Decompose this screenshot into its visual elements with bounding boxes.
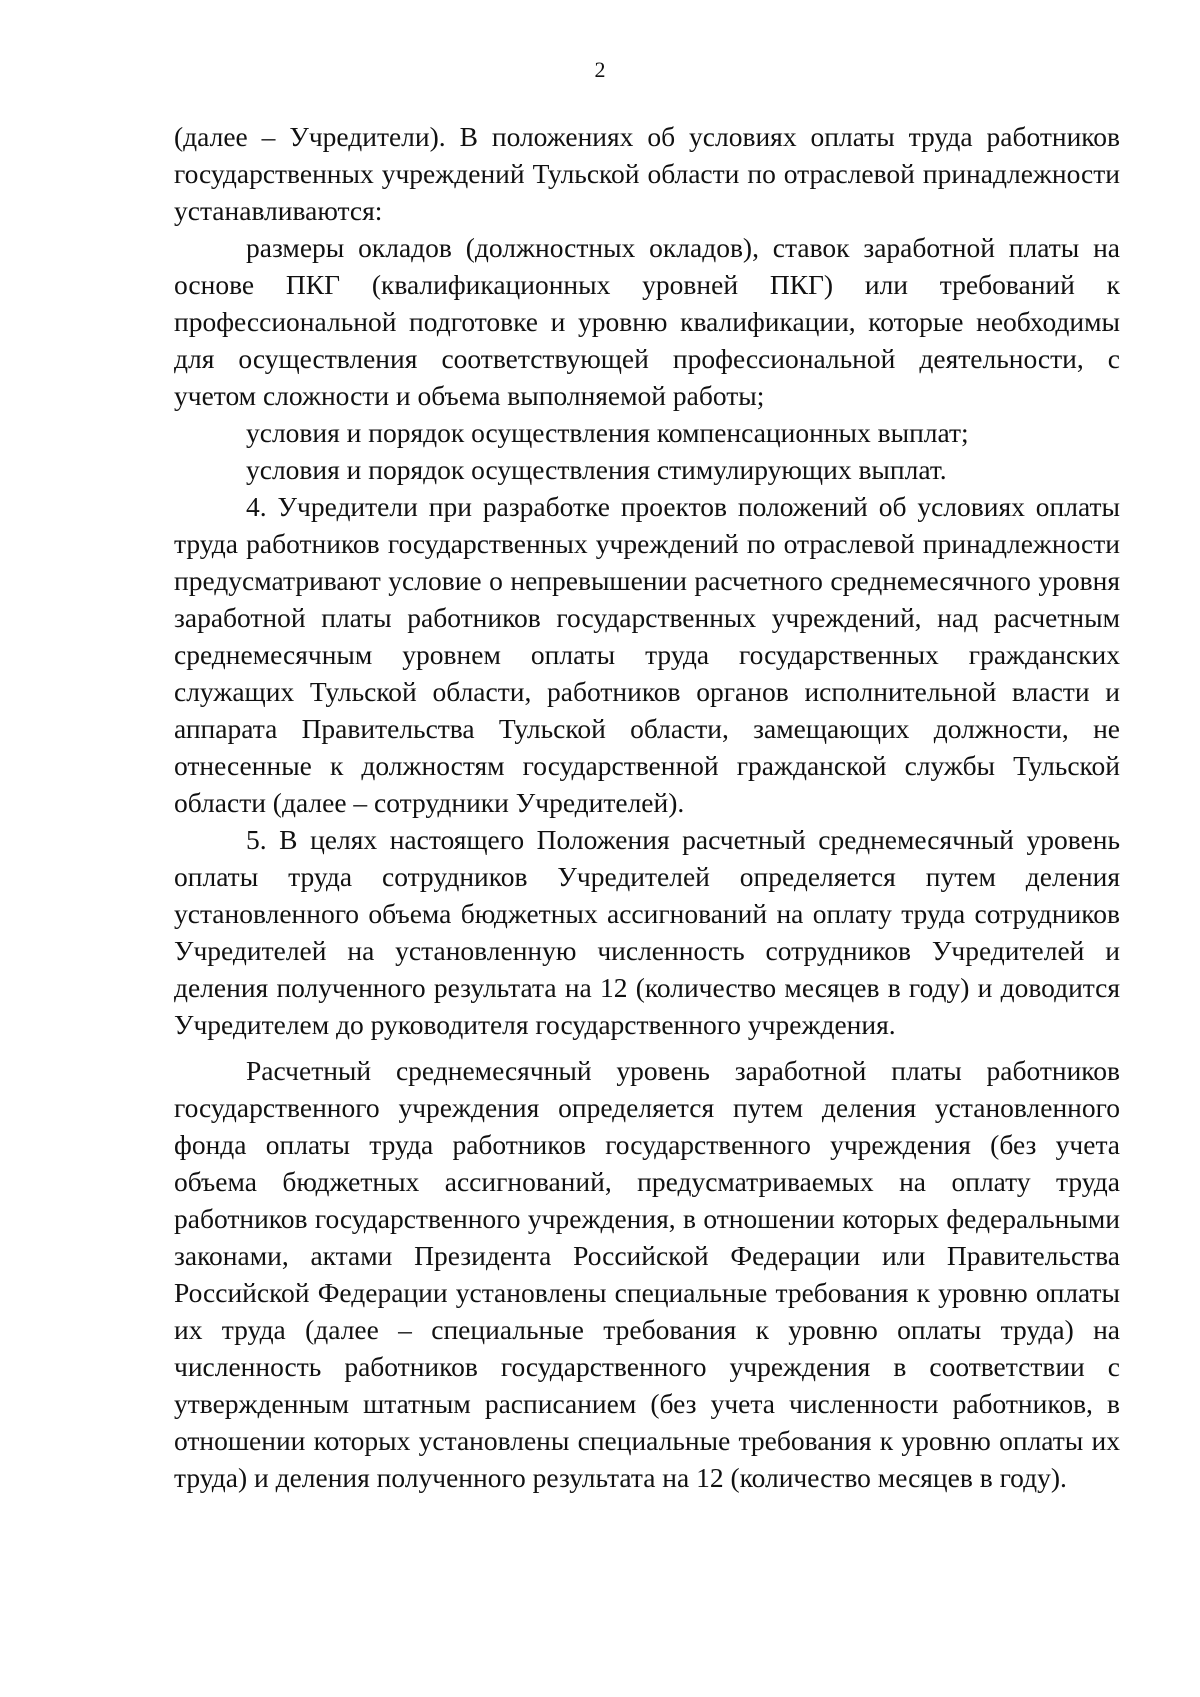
- paragraph-continuation: (далее – Учредители). В положениях об условиях оплаты труда работников государственных учреждений Тульской области по отраслевой принадлежности устанавливаются:: [174, 121, 1120, 226]
- paragraph-salary-sizes: размеры окладов (должностных окладов), ставок заработной платы на основе ПКГ (квалификационных уровней ПКГ) или требований к профессиональной подготовке и уровню квалификации, которые необходимы для осуществления соответствующей профессиональной деятельности, с учетом сложности и объема выполняемой работы;: [174, 232, 1120, 411]
- paragraph-average-salary-calculation: Расчетный среднемесячный уровень заработной платы работников государственного учреждения определяется путем деления установленного фонда оплаты труда работников государственного учреждения (без учета объема бюджетных ассигнований, предусматриваемых на оплату труда работников государственного учреждения, в отношении которых федеральными законами, актами Президента Российской Федерации или Правительства Российской Федерации установлены специальные требования к уровню оплаты их труда (далее – специальные требования к уровню оплаты труда) на численность работников государственного учреждения в соответствии с утвержденным штатным расписанием (без учета численности работников, в отношении которых установлены специальные требования к уровню оплаты их труда) и деления полученного результата на 12 (количество месяцев в году).: [174, 1055, 1120, 1493]
- page-number: 2: [594, 57, 606, 82]
- paragraph-item-4: 4. Учредители при разработке проектов положений об условиях оплаты труда работников государственных учреждений по отраслевой принадлежности предусматривают условие о непревышении расчетного среднемесячного уровня заработной платы работников государственных учреждений, над расчетным среднемесячным уровнем оплаты труда государственных гражданских служащих Тульской области, работников органов исполнительной власти и аппарата Правительства Тульской области, замещающих должности, не отнесенные к должностям государственной гражданской службы Тульской области (далее – сотрудники Учредителей).: [174, 491, 1120, 818]
- document-body: [174, 118, 1120, 1496]
- paragraph-incentive-payments: условия и порядок осуществления стимулирующих выплат.: [246, 454, 947, 485]
- paragraph-item-5: 5. В целях настоящего Положения расчетный среднемесячный уровень оплаты труда сотрудников Учредителей определяется путем деления установленного объема бюджетных ассигнований на оплату труда сотрудников Учредителей на установленную численность сотрудников Учредителей и деления полученного результата на 12 (количество месяцев в году) и доводится Учредителем до руководителя государственного учреждения.: [174, 824, 1120, 1040]
- paragraph-compensation-payments: условия и порядок осуществления компенсационных выплат;: [246, 417, 969, 448]
